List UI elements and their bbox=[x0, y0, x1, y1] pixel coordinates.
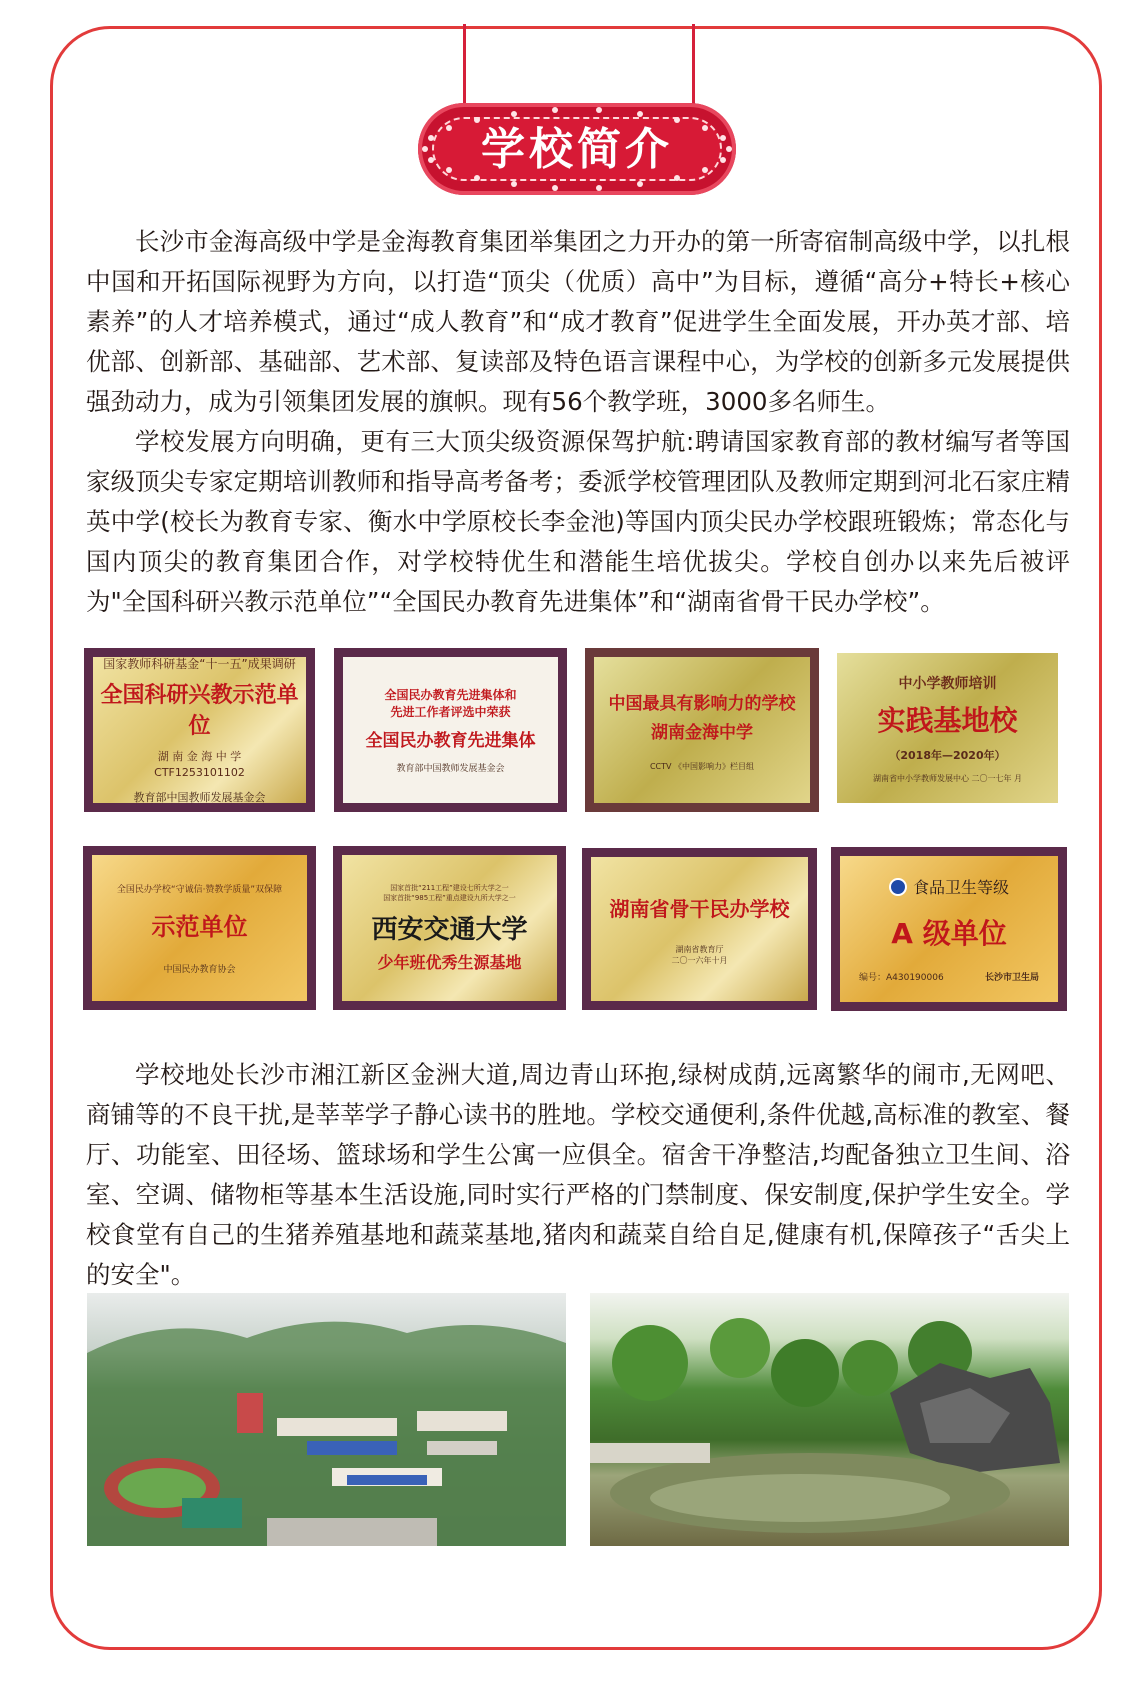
award-1-code: CTF1253101102 bbox=[154, 766, 245, 779]
garden-illustration bbox=[590, 1293, 1069, 1546]
banner-bulb-icon bbox=[702, 125, 708, 131]
award-1-sub: 湖 南 金 海 中 学 bbox=[157, 750, 242, 763]
banner-hanger-right bbox=[692, 24, 695, 106]
award-4-sub: （2018年—2020年） bbox=[889, 748, 1006, 762]
award-8-top: 食品卫生等级 bbox=[912, 878, 1009, 897]
award-6-main: 西安交通大学 bbox=[371, 915, 528, 945]
banner-bulb-icon bbox=[511, 181, 517, 187]
campus-section bbox=[86, 1055, 1070, 1295]
award-8-main: A 级单位 bbox=[891, 917, 1007, 950]
banner-bulb-icon bbox=[702, 167, 708, 173]
campus-aerial-photo bbox=[87, 1293, 566, 1546]
award-1-main: 全国科研兴教示范单位 bbox=[100, 682, 299, 739]
award-plaque-4 bbox=[837, 653, 1058, 803]
award-7-main: 湖南省骨干民办学校 bbox=[609, 896, 790, 921]
award-8-header bbox=[889, 875, 1009, 898]
award-2-foot: 教育部中国教师发展基金会 bbox=[396, 764, 505, 774]
banner-bulb-icon bbox=[511, 111, 517, 117]
award-plaque-8 bbox=[831, 847, 1067, 1011]
award-1-top: 国家教师科研基金“十一五”成果调研 bbox=[103, 657, 296, 671]
award-plaque-5 bbox=[83, 846, 316, 1010]
award-4-foot: 湖南省中小学教师发展中心 二〇一七年 月 bbox=[872, 773, 1023, 783]
award-plaque-7 bbox=[582, 848, 817, 1010]
award-8-foot: 长沙市卫生局 bbox=[984, 973, 1039, 983]
award-6-sub: 少年班优秀生源基地 bbox=[377, 953, 522, 972]
award-3-foot: CCTV 《中国影响力》栏目组 bbox=[649, 761, 755, 771]
title-banner bbox=[418, 103, 736, 195]
award-3-main: 中国最具有影响力的学校 bbox=[608, 693, 796, 714]
award-8-footer bbox=[859, 970, 1039, 983]
campus-aerial-illustration bbox=[87, 1293, 566, 1546]
award-1-foot: 教育部中国教师发展基金会 bbox=[133, 791, 266, 804]
campus-paragraph: 学校地处长沙市湘江新区金洲大道,周边青山环抱,绿树成荫,远离繁华的闹市,无网吧、商铺等的不良干扰,是莘莘学子静心读书的胜地。学校交通便利,条件优越,高标准的教室、餐厅、功能室、田径场、篮球场和学生公寓一应俱全。宿舍干净整洁,均配备独立卫生间、浴室、空调、储物柜等基本生活设施,同时实行严格的门禁制度、保安制度,保护学生安全。学校食堂有自己的生猪养殖基地和蔬菜基地,猪肉和蔬菜自给自足,健康有机,保障孩子“舌尖上的安全"。 bbox=[86, 1060, 1070, 1289]
banner-bulb-icon bbox=[552, 185, 558, 191]
banner-bulb-icon bbox=[596, 185, 602, 191]
award-5-main: 示范单位 bbox=[151, 911, 248, 941]
banner-bulb-icon bbox=[637, 181, 643, 187]
award-8-code: 编号：A430190006 bbox=[859, 973, 944, 983]
award-plaque-3 bbox=[585, 648, 819, 812]
award-plaque-1 bbox=[84, 648, 315, 812]
intro-paragraph-1: 长沙市金海高级中学是金海教育集团举集团之力开办的第一所寄宿制高级中学，以扎根中国和开拓国际视野为方向，以打造“顶尖（优质）高中”为目标，遵循“高分+特长+核心素养”的人才培养模式，通过“成人教育”和“成才教育”促进学生全面发展，开办英才部、培优部、创新部、基础部、艺术部、复读部及特色语言课程中心，为学校的创新多元发展提供强劲动力，成为引领集团发展的旗帜。现有56个教学班，3000多名师生。 bbox=[86, 227, 1070, 416]
page-title: 学校简介 bbox=[481, 124, 673, 175]
banner-bulb-icon bbox=[720, 135, 726, 141]
banner-bulb-icon bbox=[720, 157, 726, 163]
award-4-main: 实践基地校 bbox=[877, 703, 1018, 737]
award-3-sub: 湖南金海中学 bbox=[651, 722, 753, 743]
campus-garden-photo bbox=[590, 1293, 1069, 1546]
award-4-top: 中小学教师培训 bbox=[898, 675, 997, 692]
banner-bulb-icon bbox=[637, 111, 643, 117]
award-7-foot: 湖南省教育厅 二〇一六年十月 bbox=[671, 944, 728, 965]
award-5-foot: 中国民办教育协会 bbox=[163, 964, 236, 975]
banner-bulb-icon bbox=[446, 125, 452, 131]
award-2-main: 全国民办教育先进集体 bbox=[365, 731, 536, 751]
award-2-top: 全国民办教育先进集体和 先进工作者评选中荣获 bbox=[384, 688, 517, 719]
intro-paragraph-2: 学校发展方向明确，更有三大顶尖级资源保驾护航:聘请国家教育部的教材编写者等国家级顶尖专家定期培训教师和指导高考备考；委派学校管理团队及教师定期到河北石家庄精英中学(校长为教育专家、衡水中学原校长李金池)等国内顶尖民办学校跟班锻炼；常态化与国内顶尖的教育集团合作，对学校特优生和潜能生培优拔尖。学校自创办以来先后被评为"全国科研兴教示范单位”“全国民办教育先进集体”和“湖南省骨干民办学校”。 bbox=[86, 427, 1070, 616]
banner-bulb-icon bbox=[674, 117, 680, 123]
banner-hanger-left bbox=[463, 24, 466, 106]
award-6-top: 国家首批“211工程”建设七所大学之一 国家首批“985工程”重点建设九所大学之一 bbox=[383, 884, 516, 902]
award-plaque-6 bbox=[333, 846, 566, 1010]
award-5-top: 全国民办学校“守诚信·赞教学质量”双保障 bbox=[116, 884, 283, 895]
intro-section bbox=[86, 222, 1070, 622]
health-emblem-icon bbox=[889, 878, 907, 896]
award-plaque-2 bbox=[334, 648, 567, 812]
banner-bulb-icon bbox=[726, 146, 732, 152]
banner-bulb-icon bbox=[422, 146, 428, 152]
